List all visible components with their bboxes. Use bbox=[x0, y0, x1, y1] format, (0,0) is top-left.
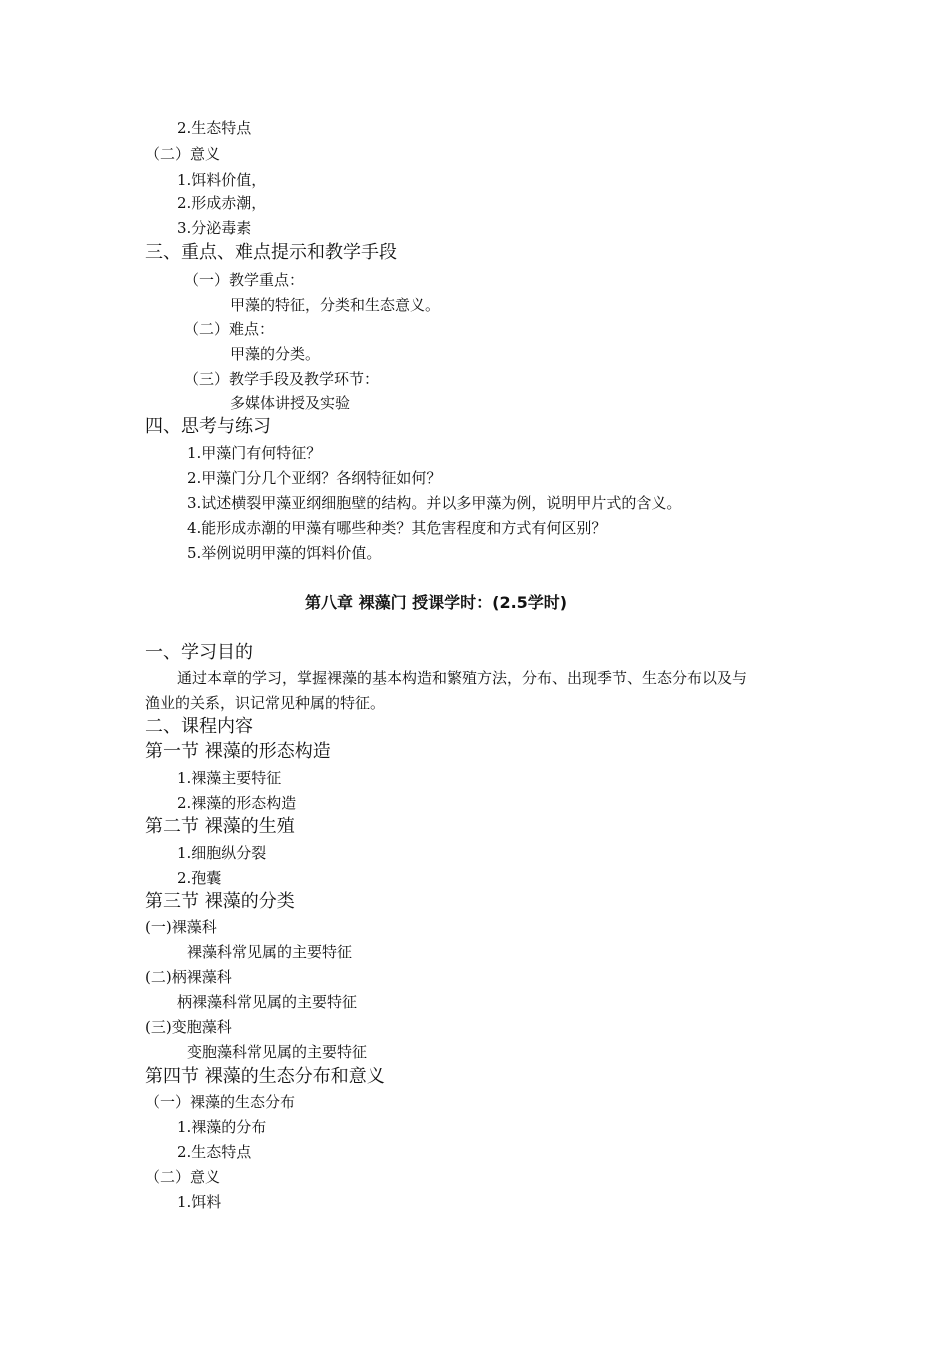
key-points-heading: 三、重点、难点提示和教学手段 bbox=[145, 242, 397, 263]
focus-text: 甲藻的特征，分类和生态意义。 bbox=[230, 296, 441, 314]
eco-traits-item: 2.生态特点 bbox=[177, 119, 252, 137]
methods-label: （三）教学手段及教学环节： bbox=[184, 370, 380, 388]
section-2-item: 1.细胞纵分裂 bbox=[177, 844, 267, 862]
section-4-title: 第四节 裸藻的生态分布和意义 bbox=[145, 1066, 385, 1087]
exercises-heading: 四、思考与练习 bbox=[145, 416, 271, 437]
difficulty-label: （二）难点： bbox=[184, 320, 275, 338]
family-1-label: (一)裸藻科 bbox=[145, 918, 217, 936]
section-1-item: 2.裸藻的形态构造 bbox=[177, 794, 297, 812]
content-heading: 二、课程内容 bbox=[145, 716, 253, 737]
exercise-item: 5.举例说明甲藻的饵料价值。 bbox=[187, 544, 382, 562]
subsection-meaning: （二）意义 bbox=[145, 1168, 221, 1186]
chapter-title: 第八章 裸藻门 授课学时：(2.5学时) bbox=[305, 593, 568, 612]
family-3-text: 变胞藻科常见属的主要特征 bbox=[187, 1043, 368, 1061]
distribution-item: 1.裸藻的分布 bbox=[177, 1118, 267, 1136]
focus-label: （一）教学重点： bbox=[184, 271, 305, 289]
meaning-item: 2.形成赤潮， bbox=[177, 194, 267, 212]
exercise-item: 2.甲藻门分几个亚纲？各纲特征如何？ bbox=[187, 469, 442, 487]
objectives-text-line2: 渔业的关系，识记常见种属的特征。 bbox=[145, 694, 386, 712]
difficulty-text: 甲藻的分类。 bbox=[230, 345, 321, 363]
exercise-item: 4.能形成赤潮的甲藻有哪些种类？其危害程度和方式有何区别？ bbox=[187, 519, 607, 537]
exercise-item: 1.甲藻门有何特征？ bbox=[187, 444, 322, 462]
subsection-distribution: （一）裸藻的生态分布 bbox=[145, 1093, 296, 1111]
objectives-heading: 一、学习目的 bbox=[145, 642, 253, 663]
family-2-text: 柄裸藻科常见属的主要特征 bbox=[177, 993, 358, 1011]
section-1-item: 1.裸藻主要特征 bbox=[177, 769, 282, 787]
family-3-label: (三)变胞藻科 bbox=[145, 1018, 232, 1036]
objectives-text-line1: 通过本章的学习，掌握裸藻的基本构造和繁殖方法，分布、出现季节、生态分布以及与 bbox=[177, 669, 748, 687]
exercise-item: 3.试述横裂甲藻亚纲细胞壁的结构。并以多甲藻为例，说明甲片式的含义。 bbox=[187, 494, 682, 512]
family-1-text: 裸藻科常见属的主要特征 bbox=[187, 943, 353, 961]
section-2-item: 2.孢囊 bbox=[177, 869, 222, 887]
meaning-heading: （二）意义 bbox=[145, 145, 221, 163]
methods-text: 多媒体讲授及实验 bbox=[230, 394, 351, 412]
section-2-title: 第二节 裸藻的生殖 bbox=[145, 816, 295, 837]
meaning-item: 1.饵料价值， bbox=[177, 171, 267, 189]
meaning-item: 3.分泌毒素 bbox=[177, 219, 252, 237]
family-2-label: (二)柄裸藻科 bbox=[145, 968, 232, 986]
meaning-item: 1.饵料 bbox=[177, 1193, 222, 1211]
section-3-title: 第三节 裸藻的分类 bbox=[145, 891, 295, 912]
section-1-title: 第一节 裸藻的形态构造 bbox=[145, 741, 331, 762]
distribution-item: 2.生态特点 bbox=[177, 1143, 252, 1161]
